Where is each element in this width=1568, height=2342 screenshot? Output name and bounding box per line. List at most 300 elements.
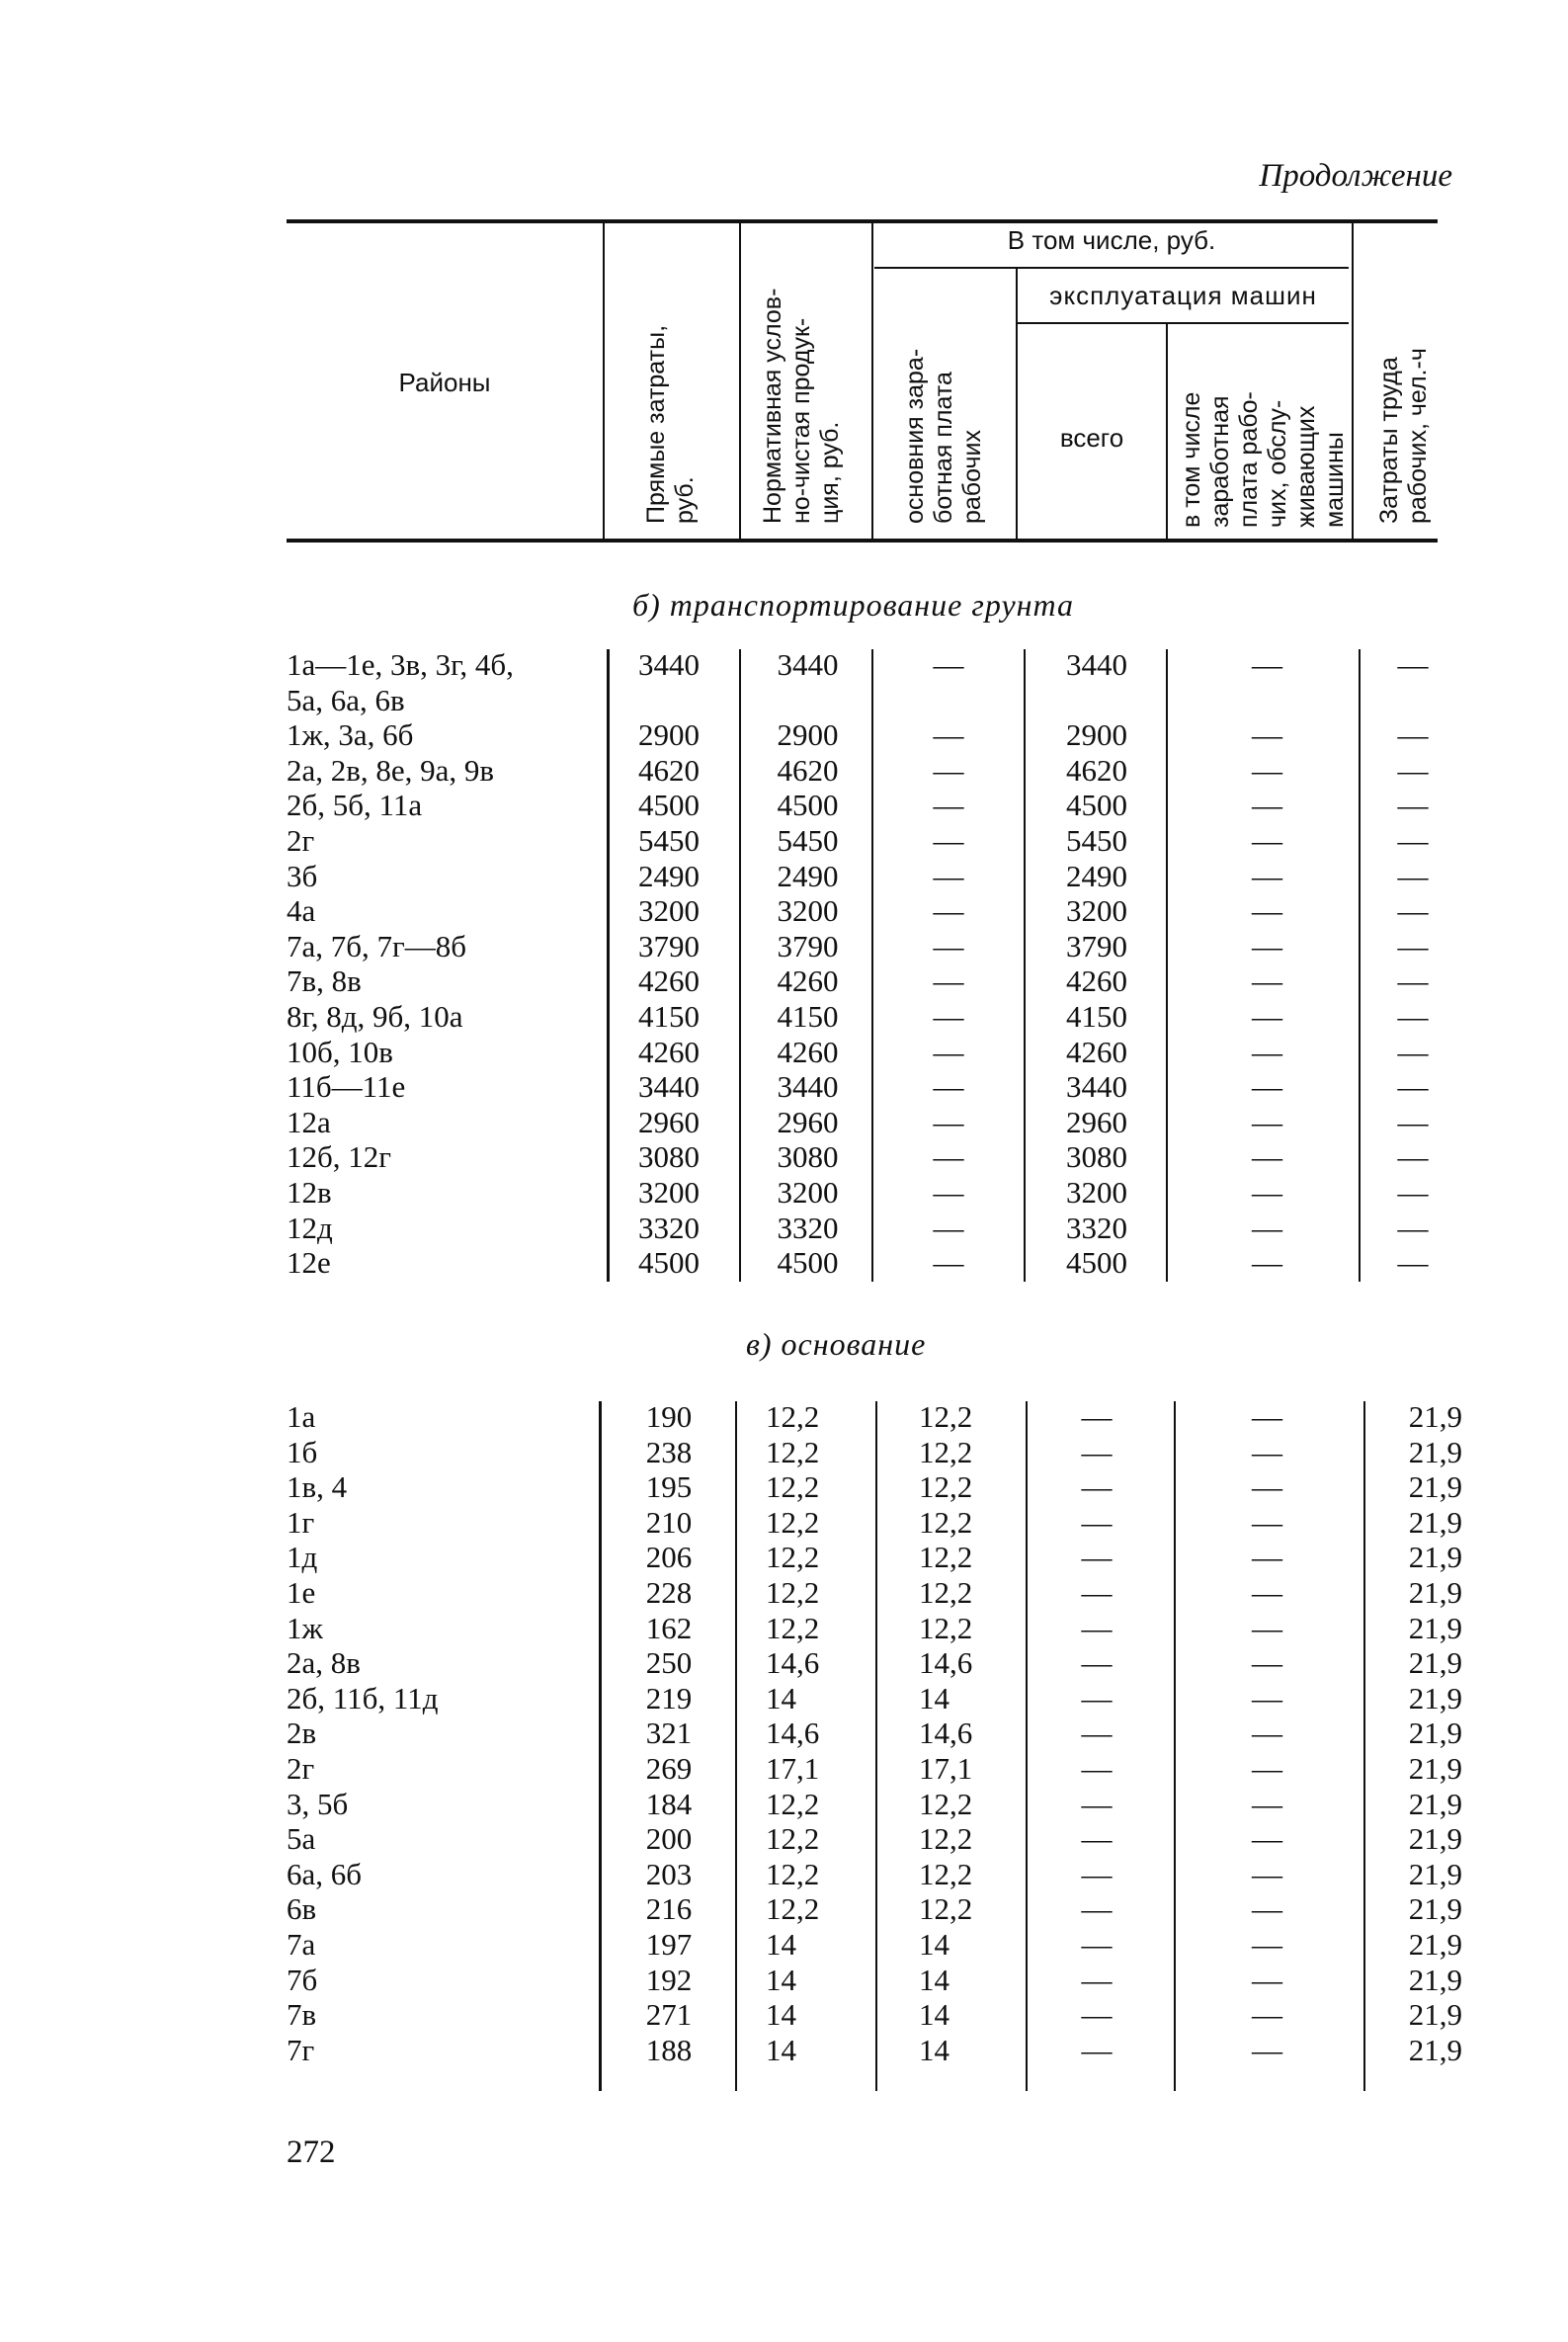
cell-c3: — bbox=[933, 1245, 964, 1281]
cell-c2: 14 bbox=[766, 1680, 796, 1715]
cell-c5: — bbox=[1252, 1034, 1282, 1069]
table-row bbox=[0, 1997, 1568, 2033]
table-row bbox=[0, 1211, 1568, 1246]
cell-c2: 17,1 bbox=[766, 1751, 820, 1786]
cell-c1: 192 bbox=[645, 1962, 693, 1997]
cell-c1: 4150 bbox=[638, 999, 700, 1034]
cell-c3: 14 bbox=[919, 1680, 949, 1715]
table-row bbox=[0, 1963, 1568, 1998]
table-row bbox=[0, 893, 1568, 929]
header-regions: Районы bbox=[398, 368, 491, 397]
cell-c1: 203 bbox=[645, 1856, 693, 1891]
cell-region: 12в bbox=[287, 1175, 332, 1210]
cell-c5: — bbox=[1252, 1210, 1282, 1245]
cell-c2: 12,2 bbox=[766, 1575, 820, 1610]
cell-c6: 21,9 bbox=[1408, 2032, 1462, 2067]
cell-c3: — bbox=[933, 1175, 964, 1210]
cell-c5: — bbox=[1252, 1997, 1282, 2033]
cell-c4: — bbox=[1081, 1997, 1113, 2033]
table-row bbox=[0, 2033, 1568, 2068]
cell-c4: 3200 bbox=[1066, 1175, 1127, 1210]
page-number: 272 bbox=[287, 2134, 336, 2170]
cell-c6: 21,9 bbox=[1408, 1680, 1462, 1715]
cell-c6: — bbox=[1397, 893, 1429, 929]
table-row bbox=[0, 1435, 1568, 1470]
header-labor: Затраты труда рабочих, чел.-ч bbox=[1375, 348, 1432, 524]
table-row bbox=[0, 963, 1568, 999]
cell-c2: 12,2 bbox=[766, 1856, 820, 1891]
cell-c2: 12,2 bbox=[766, 1399, 820, 1434]
cell-c6: — bbox=[1397, 717, 1429, 753]
cell-region: 12б, 12г bbox=[287, 1139, 391, 1175]
cell-c4: 2490 bbox=[1066, 858, 1127, 893]
cell-c3: 12,2 bbox=[919, 1540, 973, 1575]
cell-c1: 206 bbox=[645, 1540, 693, 1575]
cell-c2: 14,6 bbox=[766, 1645, 820, 1681]
header-normative: Нормативная услов- но-чистая продук- ция, руб. bbox=[759, 288, 844, 524]
cell-c1: 3790 bbox=[638, 928, 700, 963]
cell-c5: — bbox=[1252, 1927, 1282, 1962]
cell-c1: 269 bbox=[645, 1751, 693, 1786]
cell-c3: — bbox=[933, 1034, 964, 1069]
cell-region: 1а bbox=[287, 1399, 316, 1434]
section-b-title: б) транспортирование грунта bbox=[632, 587, 1075, 623]
cell-c2: 4500 bbox=[777, 1245, 839, 1281]
cell-c4: — bbox=[1081, 1927, 1113, 1962]
cell-region: 6а, 6б bbox=[287, 1856, 363, 1891]
cell-c2: 12,2 bbox=[766, 1504, 820, 1540]
cell-c3: 14 bbox=[919, 1927, 949, 1962]
cell-c6: 21,9 bbox=[1408, 1856, 1462, 1891]
cell-c6: 21,9 bbox=[1408, 1891, 1462, 1927]
cell-c5: — bbox=[1252, 928, 1282, 963]
header-machine-ops: эксплуатация машин bbox=[1049, 281, 1317, 310]
cell-c3: — bbox=[933, 858, 964, 893]
table-row bbox=[0, 1399, 1568, 1435]
cell-c1: 2490 bbox=[638, 858, 700, 893]
cell-c5: — bbox=[1252, 1139, 1282, 1175]
cell-c6: 21,9 bbox=[1408, 1540, 1462, 1575]
header-sep-6 bbox=[1352, 221, 1354, 540]
cell-c3: 12,2 bbox=[919, 1891, 973, 1927]
cell-region: 12е bbox=[287, 1245, 331, 1281]
cell-c5: — bbox=[1252, 1575, 1282, 1610]
cell-c3: 12,2 bbox=[919, 1469, 973, 1505]
cell-c3: 14 bbox=[919, 1962, 949, 1997]
table-row bbox=[0, 1857, 1568, 1892]
cell-c4: — bbox=[1081, 1645, 1113, 1681]
table-row bbox=[0, 1139, 1568, 1175]
table-row bbox=[0, 823, 1568, 859]
cell-c1: 3200 bbox=[638, 1175, 700, 1210]
cell-region: 2а, 8в bbox=[287, 1645, 361, 1681]
cell-region: 10б, 10в bbox=[287, 1034, 393, 1069]
cell-c3: — bbox=[933, 999, 964, 1034]
table-row bbox=[0, 647, 1568, 683]
table-row bbox=[0, 1891, 1568, 1927]
cell-c4: — bbox=[1081, 2032, 1113, 2067]
table-row bbox=[0, 1105, 1568, 1140]
cell-c2: 4260 bbox=[777, 963, 839, 999]
cell-c2: 3200 bbox=[777, 1175, 839, 1210]
cell-c6: 21,9 bbox=[1408, 1786, 1462, 1821]
cell-c6: — bbox=[1397, 1034, 1429, 1069]
cell-c1: 195 bbox=[645, 1469, 693, 1505]
cell-c4: — bbox=[1081, 1504, 1113, 1540]
cell-c3: 12,2 bbox=[919, 1856, 973, 1891]
cell-c2: 2960 bbox=[777, 1104, 839, 1139]
cell-c4: — bbox=[1081, 1540, 1113, 1575]
cell-c1: 3440 bbox=[638, 647, 700, 682]
cell-c3: — bbox=[933, 893, 964, 929]
cell-c1: 190 bbox=[645, 1399, 693, 1434]
cell-c4: — bbox=[1081, 1856, 1113, 1891]
cell-c5: — bbox=[1252, 1540, 1282, 1575]
header-sep-2 bbox=[739, 221, 741, 540]
cell-c1: 216 bbox=[645, 1891, 693, 1927]
cell-c5: — bbox=[1252, 1962, 1282, 1997]
cell-c3: 14 bbox=[919, 1997, 949, 2033]
cell-c4: 2900 bbox=[1066, 717, 1127, 753]
cell-c1: 228 bbox=[645, 1575, 693, 1610]
cell-region: 1б bbox=[287, 1434, 318, 1469]
cell-c6: — bbox=[1397, 647, 1429, 682]
cell-c6: — bbox=[1397, 1139, 1429, 1175]
cell-c6: 21,9 bbox=[1408, 1997, 1462, 2033]
cell-c6: — bbox=[1397, 858, 1429, 893]
cell-c6: — bbox=[1397, 928, 1429, 963]
cell-c2: 3440 bbox=[777, 647, 839, 682]
cell-c5: — bbox=[1252, 2032, 1282, 2067]
header-bottom-rule bbox=[287, 539, 1438, 543]
table-row bbox=[0, 1540, 1568, 1575]
cell-c4: — bbox=[1081, 1434, 1113, 1469]
cell-c4: — bbox=[1081, 1891, 1113, 1927]
section-c-title: в) основание bbox=[746, 1326, 927, 1362]
cell-c6: 21,9 bbox=[1408, 1575, 1462, 1610]
table-row bbox=[0, 1245, 1568, 1281]
cell-region: 7б bbox=[287, 1962, 318, 1997]
cell-c1: 3440 bbox=[638, 1069, 700, 1105]
cell-region: 5а, 6а, 6в bbox=[287, 682, 405, 717]
table-row bbox=[0, 1645, 1568, 1681]
cell-c3: — bbox=[933, 717, 964, 753]
cell-c4: 4260 bbox=[1066, 1034, 1127, 1069]
including-rule bbox=[874, 267, 1349, 269]
cell-c6: — bbox=[1397, 1104, 1429, 1139]
cell-c4: — bbox=[1081, 1680, 1113, 1715]
cell-region: 7в bbox=[287, 1997, 317, 2033]
cell-c1: 188 bbox=[645, 2032, 693, 2067]
table-row bbox=[0, 1505, 1568, 1541]
cell-c4: 5450 bbox=[1066, 823, 1127, 858]
cell-region: 6в bbox=[287, 1891, 317, 1927]
cell-c6: 21,9 bbox=[1408, 1645, 1462, 1681]
cell-c5: — bbox=[1252, 1504, 1282, 1540]
cell-c6: — bbox=[1397, 788, 1429, 823]
cell-c4: 3200 bbox=[1066, 893, 1127, 929]
cell-c3: 12,2 bbox=[919, 1434, 973, 1469]
table-row bbox=[0, 1927, 1568, 1963]
cell-c1: 271 bbox=[645, 1997, 693, 2033]
cell-c1: 200 bbox=[645, 1821, 693, 1857]
cell-region: 1г bbox=[287, 1504, 315, 1540]
cell-region: 1е bbox=[287, 1575, 316, 1610]
cell-c1: 2900 bbox=[638, 717, 700, 753]
cell-c4: 4500 bbox=[1066, 1245, 1127, 1281]
cell-c3: — bbox=[933, 752, 964, 788]
cell-c2: 12,2 bbox=[766, 1469, 820, 1505]
cell-c6: — bbox=[1397, 1175, 1429, 1210]
cell-region: 2в bbox=[287, 1715, 317, 1751]
cell-c5: — bbox=[1252, 788, 1282, 823]
cell-c5: — bbox=[1252, 893, 1282, 929]
header-including: В том числе, руб. bbox=[1007, 225, 1216, 255]
cell-c6: 21,9 bbox=[1408, 1751, 1462, 1786]
table-row bbox=[0, 683, 1568, 718]
cell-c2: 2490 bbox=[777, 858, 839, 893]
cell-c3: 12,2 bbox=[919, 1575, 973, 1610]
cell-c5: — bbox=[1252, 1715, 1282, 1751]
cell-c5: — bbox=[1252, 647, 1282, 682]
cell-c2: 4260 bbox=[777, 1034, 839, 1069]
cell-region: 2г bbox=[287, 1751, 315, 1786]
cell-c6: 21,9 bbox=[1408, 1399, 1462, 1434]
cell-c1: 4260 bbox=[638, 1034, 700, 1069]
cell-c6: — bbox=[1397, 1245, 1429, 1281]
cell-c1: 4500 bbox=[638, 1245, 700, 1281]
table-row bbox=[0, 1715, 1568, 1751]
cell-c2: 12,2 bbox=[766, 1786, 820, 1821]
cell-c5: — bbox=[1252, 1434, 1282, 1469]
cell-c3: 17,1 bbox=[919, 1751, 973, 1786]
cell-c1: 219 bbox=[645, 1680, 693, 1715]
cell-c1: 321 bbox=[645, 1715, 693, 1751]
cell-region: 12а bbox=[287, 1104, 331, 1139]
table-row bbox=[0, 1681, 1568, 1716]
table-row bbox=[0, 717, 1568, 753]
header-top-rule bbox=[287, 219, 1438, 223]
cell-c6: 21,9 bbox=[1408, 1504, 1462, 1540]
table-row bbox=[0, 1175, 1568, 1211]
cell-c4: 2960 bbox=[1066, 1104, 1127, 1139]
cell-c1: 250 bbox=[645, 1645, 693, 1681]
cell-c4: — bbox=[1081, 1786, 1113, 1821]
cell-c4: 3440 bbox=[1066, 647, 1127, 682]
continued-label: Продолжение bbox=[1259, 158, 1452, 194]
cell-c1: 3080 bbox=[638, 1139, 700, 1175]
cell-c3: — bbox=[933, 928, 964, 963]
cell-c6: — bbox=[1397, 823, 1429, 858]
cell-region: 7а, 7б, 7г—8б bbox=[287, 928, 467, 963]
table-row bbox=[0, 1751, 1568, 1787]
cell-c1: 5450 bbox=[638, 823, 700, 858]
cell-c2: 4500 bbox=[777, 788, 839, 823]
cell-c4: 4260 bbox=[1066, 963, 1127, 999]
cell-c2: 14 bbox=[766, 1997, 796, 2033]
cell-c4: 4500 bbox=[1066, 788, 1127, 823]
cell-c1: 197 bbox=[645, 1927, 693, 1962]
cell-c4: — bbox=[1081, 1962, 1113, 1997]
cell-c1: 4500 bbox=[638, 788, 700, 823]
cell-c2: 14 bbox=[766, 1927, 796, 1962]
table-row bbox=[0, 753, 1568, 789]
cell-c2: 4150 bbox=[777, 999, 839, 1034]
cell-region: 11б—11е bbox=[287, 1069, 406, 1105]
cell-region: 1в, 4 bbox=[287, 1469, 348, 1505]
table-row bbox=[0, 1575, 1568, 1611]
cell-c5: — bbox=[1252, 1751, 1282, 1786]
cell-c3: 12,2 bbox=[919, 1786, 973, 1821]
header-sep-1 bbox=[603, 221, 605, 540]
cell-c4: — bbox=[1081, 1575, 1113, 1610]
table-row bbox=[0, 929, 1568, 964]
cell-c4: — bbox=[1081, 1821, 1113, 1857]
cell-c5: — bbox=[1252, 1645, 1282, 1681]
cell-c2: 12,2 bbox=[766, 1610, 820, 1645]
cell-c4: 3080 bbox=[1066, 1139, 1127, 1175]
cell-c5: — bbox=[1252, 1069, 1282, 1105]
cell-region: 1а—1е, 3в, 3г, 4б, bbox=[287, 647, 514, 682]
cell-region: 2б, 5б, 11а bbox=[287, 788, 423, 823]
cell-c4: — bbox=[1081, 1715, 1113, 1751]
cell-c2: 2900 bbox=[777, 717, 839, 753]
cell-c6: — bbox=[1397, 1210, 1429, 1245]
cell-c5: — bbox=[1252, 1786, 1282, 1821]
cell-c6: 21,9 bbox=[1408, 1469, 1462, 1505]
cell-c5: — bbox=[1252, 858, 1282, 893]
cell-region: 8г, 8д, 9б, 10а bbox=[287, 999, 463, 1034]
cell-c5: — bbox=[1252, 717, 1282, 753]
cell-c3: — bbox=[933, 1104, 964, 1139]
cell-c4: 3320 bbox=[1066, 1210, 1127, 1245]
table-row bbox=[0, 1035, 1568, 1070]
cell-c3: 12,2 bbox=[919, 1821, 973, 1857]
machine-ops-rule bbox=[1018, 322, 1349, 324]
cell-region: 5а bbox=[287, 1821, 316, 1857]
cell-c4: — bbox=[1081, 1610, 1113, 1645]
cell-c2: 14 bbox=[766, 2032, 796, 2067]
cell-region: 2г bbox=[287, 823, 315, 858]
cell-region: 7г bbox=[287, 2032, 315, 2067]
cell-c5: — bbox=[1252, 1891, 1282, 1927]
cell-c5: — bbox=[1252, 999, 1282, 1034]
cell-c5: — bbox=[1252, 1399, 1282, 1434]
cell-c6: 21,9 bbox=[1408, 1715, 1462, 1751]
cell-c6: 21,9 bbox=[1408, 1821, 1462, 1857]
cell-region: 7в, 8в bbox=[287, 963, 362, 999]
cell-c1: 4620 bbox=[638, 752, 700, 788]
cell-c1: 162 bbox=[645, 1610, 693, 1645]
cell-c5: — bbox=[1252, 963, 1282, 999]
cell-c6: — bbox=[1397, 999, 1429, 1034]
cell-c2: 3080 bbox=[777, 1139, 839, 1175]
cell-region: 7а bbox=[287, 1927, 316, 1962]
header-sep-5 bbox=[1166, 324, 1168, 540]
cell-region: 3, 5б bbox=[287, 1786, 349, 1821]
cell-c6: — bbox=[1397, 963, 1429, 999]
cell-c6: 21,9 bbox=[1408, 1610, 1462, 1645]
cell-c5: — bbox=[1252, 1175, 1282, 1210]
cell-c6: 21,9 bbox=[1408, 1927, 1462, 1962]
cell-c2: 12,2 bbox=[766, 1821, 820, 1857]
cell-c5: — bbox=[1252, 1610, 1282, 1645]
header-direct-costs: Прямые затраты, руб. bbox=[642, 324, 699, 524]
cell-c4: 3440 bbox=[1066, 1069, 1127, 1105]
cell-region: 4а bbox=[287, 893, 316, 929]
header-base-wage: основния зара- ботная плата рабочих bbox=[901, 348, 986, 524]
cell-c2: 5450 bbox=[777, 823, 839, 858]
cell-c2: 3200 bbox=[777, 893, 839, 929]
cell-c5: — bbox=[1252, 1856, 1282, 1891]
cell-c3: — bbox=[933, 788, 964, 823]
cell-c6: 21,9 bbox=[1408, 1962, 1462, 1997]
cell-c3: 12,2 bbox=[919, 1399, 973, 1434]
header-sep-3 bbox=[871, 221, 873, 540]
table-row bbox=[0, 999, 1568, 1035]
table-row bbox=[0, 1469, 1568, 1505]
cell-c2: 12,2 bbox=[766, 1540, 820, 1575]
cell-c2: 14,6 bbox=[766, 1715, 820, 1751]
cell-c3: 14 bbox=[919, 2032, 949, 2067]
table-row bbox=[0, 1069, 1568, 1105]
cell-c2: 3320 bbox=[777, 1210, 839, 1245]
cell-c3: 14,6 bbox=[919, 1645, 973, 1681]
cell-c4: — bbox=[1081, 1399, 1113, 1434]
cell-c4: 4150 bbox=[1066, 999, 1127, 1034]
cell-c3: 14,6 bbox=[919, 1715, 973, 1751]
cell-c4: — bbox=[1081, 1469, 1113, 1505]
cell-c2: 12,2 bbox=[766, 1434, 820, 1469]
cell-c6: — bbox=[1397, 1069, 1429, 1105]
cell-c1: 184 bbox=[645, 1786, 693, 1821]
header-total: всего bbox=[1059, 423, 1124, 453]
cell-c3: 12,2 bbox=[919, 1610, 973, 1645]
cell-region: 12д bbox=[287, 1210, 333, 1245]
cell-c1: 2960 bbox=[638, 1104, 700, 1139]
table-row bbox=[0, 859, 1568, 894]
cell-c2: 3440 bbox=[777, 1069, 839, 1105]
cell-c1: 4260 bbox=[638, 963, 700, 999]
cell-c5: — bbox=[1252, 1680, 1282, 1715]
cell-c2: 3790 bbox=[777, 928, 839, 963]
cell-region: 2а, 2в, 8е, 9а, 9в bbox=[287, 752, 495, 788]
cell-c3: 12,2 bbox=[919, 1504, 973, 1540]
cell-c4: 4620 bbox=[1066, 752, 1127, 788]
cell-c6: — bbox=[1397, 752, 1429, 788]
table-row bbox=[0, 1611, 1568, 1646]
cell-c6: 21,9 bbox=[1408, 1434, 1462, 1469]
cell-c1: 3200 bbox=[638, 893, 700, 929]
cell-region: 1д bbox=[287, 1540, 318, 1575]
cell-region: 3б bbox=[287, 858, 318, 893]
cell-c3: — bbox=[933, 1210, 964, 1245]
cell-c3: — bbox=[933, 963, 964, 999]
cell-c3: — bbox=[933, 647, 964, 682]
cell-c5: — bbox=[1252, 823, 1282, 858]
cell-c5: — bbox=[1252, 1469, 1282, 1505]
cell-c3: — bbox=[933, 823, 964, 858]
cell-c5: — bbox=[1252, 1245, 1282, 1281]
cell-c4: 3790 bbox=[1066, 928, 1127, 963]
cell-c5: — bbox=[1252, 752, 1282, 788]
cell-region: 1ж bbox=[287, 1610, 323, 1645]
cell-c3: — bbox=[933, 1069, 964, 1105]
cell-c1: 3320 bbox=[638, 1210, 700, 1245]
cell-region: 1ж, 3а, 6б bbox=[287, 717, 414, 753]
table-row bbox=[0, 788, 1568, 823]
cell-c2: 4620 bbox=[777, 752, 839, 788]
